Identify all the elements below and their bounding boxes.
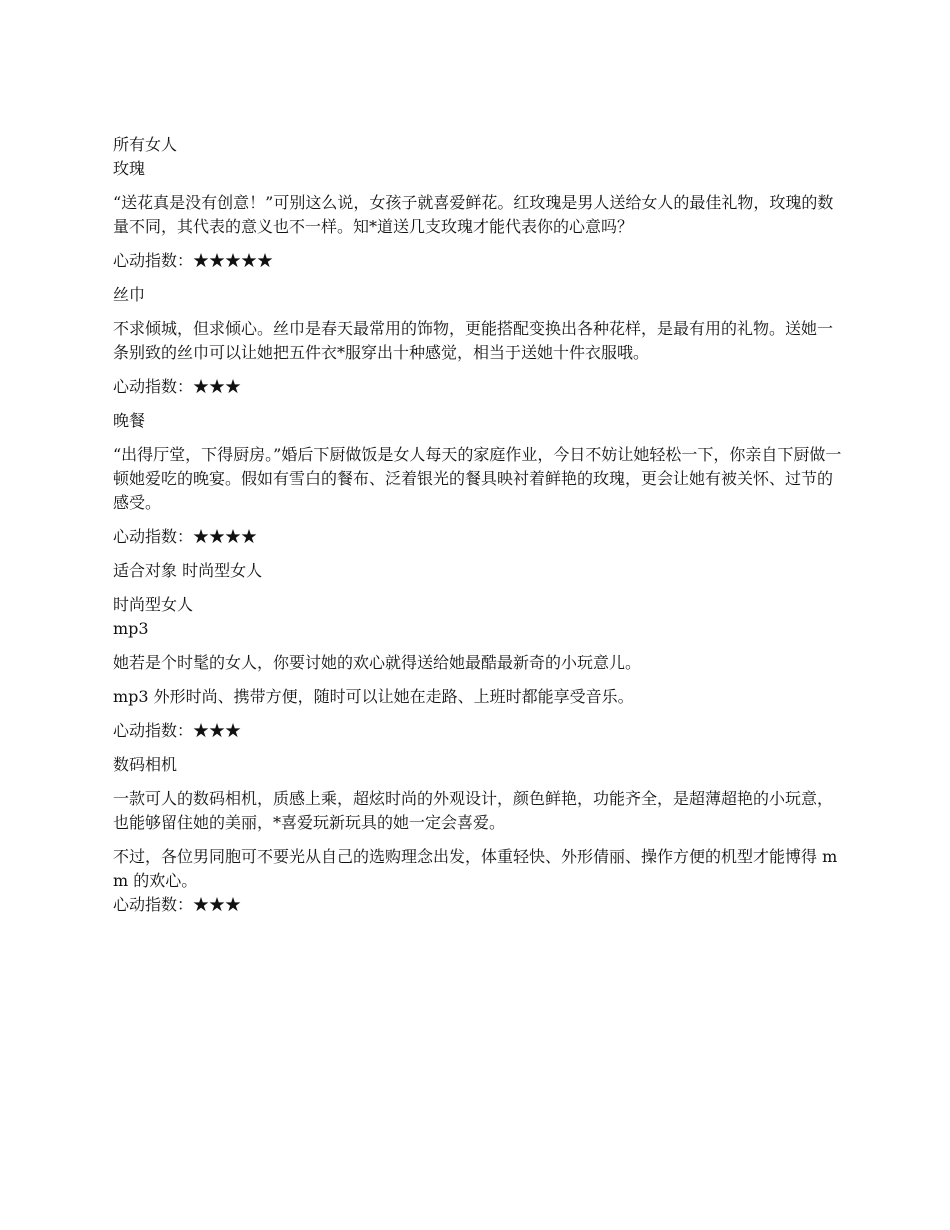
rating-stars: ★★★★ [193, 527, 258, 546]
rating-rose [113, 249, 843, 273]
rating-label: 心动指数： [113, 895, 194, 914]
rating-scarf [113, 375, 843, 399]
target-line: 适合对象 时尚型女人 [113, 561, 263, 580]
section-heading-all-women: 所有女人 [113, 135, 178, 154]
rating-label: 心动指数： [113, 527, 194, 546]
rating-camera [113, 893, 843, 917]
section-heading-fashion-women: 时尚型女人 [113, 595, 194, 614]
rating-stars: ★★★★★ [193, 251, 274, 270]
rating-label: 心动指数： [113, 721, 194, 740]
rating-dinner [113, 525, 843, 549]
item-title-mp3: mp3 [113, 619, 149, 638]
item-title-camera: 数码相机 [113, 755, 178, 774]
item-title-dinner: 晚餐 [113, 411, 146, 430]
rating-label: 心动指数： [113, 251, 194, 270]
item-title-scarf: 丝巾 [113, 285, 146, 304]
item-desc-dinner: “出得厅堂，下得厨房。”婚后下厨做饭是女人每天的家庭作业，今日不妨让她轻松一下，你亲自下厨做一顿她爱吃的晚宴。假如有雪白的餐布、泛着银光的餐具映衬着鲜艳的玫瑰，更会让她有被关怀、过节的感受。 [113, 445, 842, 512]
item-desc-mp3-2: mp3 外形时尚、携带方便，随时可以让她在走路、上班时都能享受音乐。 [113, 687, 634, 706]
item-desc-rose: “送花真是没有创意！”可别这么说，女孩子就喜爱鲜花。红玫瑰是男人送给女人的最佳礼物，玫瑰的数量不同，其代表的意义也不一样。知*道送几支玫瑰才能代表你的心意吗？ [113, 193, 834, 236]
item-title-rose: 玫瑰 [113, 159, 146, 178]
rating-stars: ★★★ [193, 721, 242, 740]
item-desc-camera-2: 不过，各位男同胞可不要光从自己的选购理念出发，体重轻快、外形倩丽、操作方便的机型才能博得 mm 的欢心。 [113, 847, 838, 890]
rating-stars: ★★★ [193, 895, 242, 914]
document-body [113, 133, 843, 917]
rating-mp3 [113, 719, 843, 743]
item-desc-mp3-1: 她若是个时髦的女人，你要讨她的欢心就得送给她最酷最新奇的小玩意儿。 [113, 653, 642, 672]
rating-label: 心动指数： [113, 377, 194, 396]
item-desc-scarf: 不求倾城，但求倾心。丝巾是春天最常用的饰物，更能搭配变换出各种花样，是最有用的礼物。送她一条别致的丝巾可以让她把五件衣*服穿出十种感觉，相当于送她十件衣服哦。 [113, 319, 834, 362]
rating-stars: ★★★ [193, 377, 242, 396]
item-desc-camera-1: 一款可人的数码相机，质感上乘，超炫时尚的外观设计，颜色鲜艳，功能齐全，是超薄超艳的小玩意，也能够留住她的美丽，*喜爱玩新玩具的她一定会喜爱。 [113, 789, 834, 832]
